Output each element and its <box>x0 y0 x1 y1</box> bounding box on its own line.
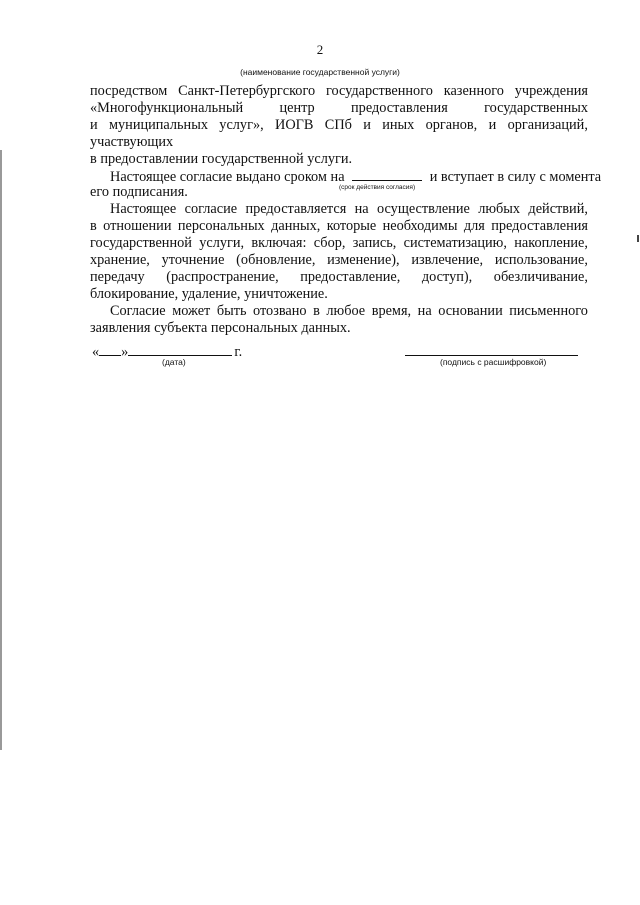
paragraph-4-line-2: заявления субъекта персональных данных. <box>90 320 351 336</box>
word: любых <box>478 201 521 217</box>
paragraph-1-line-5: в предоставлении государственной услуги. <box>90 151 353 167</box>
word: данных, <box>271 218 321 234</box>
signature-line <box>405 355 578 356</box>
word: время, <box>371 303 412 319</box>
paragraph-3-line-3 <box>90 235 588 252</box>
word: Настоящее <box>110 201 177 217</box>
word: включая: <box>251 235 307 251</box>
consent-term-blank <box>352 168 422 181</box>
date-open-quote: « <box>92 344 100 360</box>
date-year-suffix: г. <box>234 344 243 360</box>
word: иных <box>382 117 415 133</box>
word: отозвано <box>253 303 307 319</box>
word: на <box>417 303 432 319</box>
word: (обновление, <box>236 252 316 268</box>
consent-term-caption: (срок действия согласия) <box>339 184 416 191</box>
word: извлечение, <box>411 252 484 268</box>
word: услуг», <box>219 117 264 133</box>
date-day-blank <box>99 343 121 356</box>
word: органов, <box>425 117 478 133</box>
word: предоставления <box>351 100 448 116</box>
word: передачу <box>90 269 145 285</box>
word: обезличивание, <box>493 269 588 285</box>
word: которые <box>326 218 377 234</box>
word: организаций, <box>507 117 588 133</box>
word: Согласие <box>110 303 166 319</box>
paragraph-1-line-1 <box>90 83 588 100</box>
right-scan-mark <box>637 235 639 242</box>
consent-effective-text: и вступает в силу с момента <box>429 169 602 185</box>
word: «Многофункциональный <box>90 100 244 116</box>
word: уточнение <box>161 252 225 268</box>
signature-caption: (подпись с расшифровкой) <box>440 357 547 367</box>
left-scan-edge <box>0 150 2 750</box>
word: и <box>363 117 371 133</box>
word: запись, <box>352 235 397 251</box>
paragraph-3-line-5 <box>90 269 588 286</box>
word: на <box>354 201 369 217</box>
date-field <box>92 343 292 361</box>
paragraph-4-line-1 <box>110 303 588 320</box>
word: письменного <box>509 303 588 319</box>
word: накопление, <box>514 235 588 251</box>
word: необходимы <box>382 218 458 234</box>
word: в <box>90 218 97 234</box>
paragraph-1-line-4: участвующих <box>90 134 174 150</box>
word: СПб <box>324 117 352 133</box>
word: основании <box>438 303 503 319</box>
word: систематизацию, <box>403 235 507 251</box>
word: изменение), <box>327 252 400 268</box>
word: отношении <box>103 218 172 234</box>
word: учреждения <box>514 83 588 99</box>
date-caption: (дата) <box>162 357 186 367</box>
consent-term-text: Настоящее согласие выдано сроком на <box>110 169 345 185</box>
paragraph-2-line-2: его подписания. <box>90 184 188 200</box>
word: государственной <box>90 235 192 251</box>
paragraph-3-line-4 <box>90 252 588 269</box>
date-close-quote: » <box>121 344 129 360</box>
word: и <box>488 117 497 133</box>
paragraph-3-line-1 <box>110 201 588 218</box>
word: государственного <box>325 83 433 99</box>
date-month-blank <box>128 343 232 356</box>
word: предоставление, <box>300 269 401 285</box>
word: любое <box>326 303 366 319</box>
word: услуги, <box>199 235 245 251</box>
word: осуществление <box>377 201 470 217</box>
word: посредством <box>90 83 168 99</box>
word: центр <box>279 100 315 116</box>
word: использование, <box>494 252 588 268</box>
word: ИОГВ <box>275 117 314 133</box>
word: муниципальных <box>108 117 208 133</box>
page-number: 2 <box>316 42 324 57</box>
word: казенного <box>443 83 504 99</box>
word: хранение, <box>90 252 150 268</box>
word: сбор, <box>313 235 346 251</box>
paragraph-3-line-2 <box>90 218 588 235</box>
word: согласие <box>184 201 238 217</box>
word: предоставления <box>491 218 588 234</box>
word: государственных <box>484 100 588 116</box>
word: и <box>90 117 98 133</box>
word: может <box>172 303 211 319</box>
service-name-caption: (наименование государственной услуги) <box>240 67 400 77</box>
word: Санкт-Петербургского <box>178 83 316 99</box>
word: (распространение, <box>166 269 279 285</box>
word: предоставляется <box>245 201 347 217</box>
paragraph-1-line-2 <box>90 100 588 117</box>
paragraph-1-line-3 <box>90 117 588 134</box>
paragraph-3-line-6: блокирование, удаление, уничтожение. <box>90 286 328 302</box>
word: в <box>313 303 320 319</box>
word: персональных <box>177 218 265 234</box>
word: доступ), <box>421 269 473 285</box>
word: действий, <box>528 201 588 217</box>
word: быть <box>216 303 247 319</box>
word: для <box>463 218 485 234</box>
